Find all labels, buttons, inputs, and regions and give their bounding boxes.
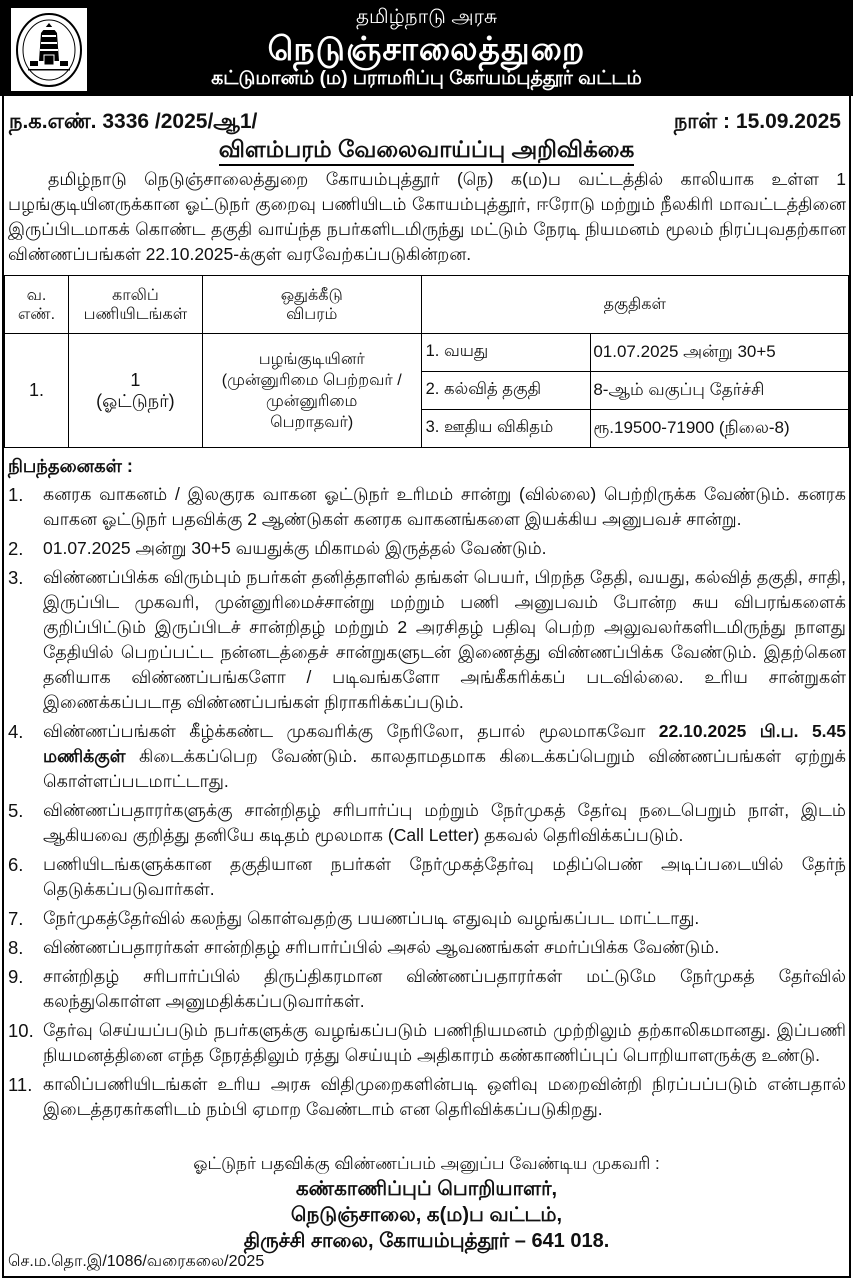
deadline-bold: 22.10.2025 பி.ப. 5.45 மணிக்குள் <box>43 721 847 766</box>
address-label: ஓட்டுநர் பதவிக்கு விண்ணப்பம் அனுப்ப வேண்டிய முகவரி : <box>193 1154 660 1173</box>
list-item: 4. விண்ணப்பங்கள் கீழ்க்கண்ட முகவரிக்கு நேரிலோ, தபால் மூலமாகவோ 22.10.2025 பி.ப. 5.45 மணிக்குள் கிடைக்கப்பெற வேண்டும். காலதாமதமாக கிடைக்கப்பெறும் விண்ணப்பங்கள் ஏற்றுக் கொள்ளப்படமாட்டாது. <box>8 721 847 791</box>
list-item: 5. விண்ணப்பதாரர்களுக்கு சான்றிதழ் சரிபார்ப்பு மற்றும் நேர்முகத் தேர்வு நடைபெறும் நாள், இடம் ஆகியவை குறித்து தனியே கடிதம் மூலமாக (Call Letter) தகவல் தெரிவிக்கப்படும். <box>8 800 846 845</box>
letterhead <box>0 0 853 96</box>
list-item: 6. பணியிடங்களுக்கான தகுதியான நபர்கள் நேர்முகத்தேர்வு மதிப்பெண் அடிப்படையில் தேர்ந் தெடுக்கப்படுவார்கள். <box>8 854 846 899</box>
list-item: 1. கனரக வாகனம் / இலகுரக வாகன ஓட்டுநர் உரிமம் சான்று (வில்லை) பெற்றிருக்க வேண்டும். கனரக வாகன ஓட்டுநர் பதவிக்கு 2 ஆண்டுகள் கனரக வாகனங்களை இயக்கிய அனுபவச் சான்று. <box>8 484 846 529</box>
cell-vacancy: 1 (ஓட்டுநர்) <box>68 334 202 448</box>
notice-title: விளம்பரம் வேலைவாய்ப்பு அறிவிக்கை <box>0 136 853 166</box>
header-qualifications: தகுதிகள் <box>421 276 848 334</box>
table-header-row <box>5 276 849 334</box>
list-item: 2. 01.07.2025 அன்று 30+5 வயதுக்கு மிகாமல் இருத்தல் வேண்டும். <box>8 538 547 559</box>
qualification-value: 01.07.2025 அன்று 30+5 <box>591 334 849 372</box>
cell-sno: 1. <box>5 334 69 448</box>
conditions-list <box>8 482 846 1126</box>
qualification-value: 8-ஆம் வகுப்பு தேர்ச்சி <box>591 372 849 410</box>
qualification-label: 3. ஊதிய விகிதம் <box>421 410 591 448</box>
header-vacancies: காலிப் பணியிடங்கள் <box>68 276 202 334</box>
header-sno: வ. எண். <box>5 276 69 334</box>
address-line-1: கண்காணிப்புப் பொறியாளர், <box>295 1178 558 1200</box>
reference-number: ந.க.எண். 3336 /2025/ஆ1/ <box>9 110 258 133</box>
list-item: 3. விண்ணப்பிக்க விரும்பும் நபர்கள் தனித்தாளில் தங்கள் பெயர், பிறந்த தேதி, வயது, கல்வித் தகுதி, சாதி, இருப்பிட முகவரி, முன்னுரிமைச்சான்று மற்றும் பணி அனுபவம் போன்ற சுய விபரங்களைக் குறிப்பிட்டும் இருப்பிடச் சான்றிதழ் மற்றும் 2 அரசிதழ் பதிவு பெற்ற அலுவலர்களிடமிருந்து நாளது தேதியில் பெறப்பட்ட நன்னடத்தைச் சான்றுகளுடன் இணைத்து விண்ணப்பிக்க வேண்டும். இதற்கென தனியாக விண்ணப்பங்களோ / படிவங்களோ அங்கீகரிக்கப் படவில்லை. உரிய சான்றுகள் இணைக்கப்படாத விண்ணப்பங்கள் நிராகரிக்கப்படும். <box>8 567 846 712</box>
list-item: 10. தேர்வு செய்யப்படும் நபர்களுக்கு வழங்கப்படும் பணிநியமனம் முற்றிலும் தற்காலிகமானது. இப்பணி நியமனத்தினை எந்த நேரத்திலும் ரத்து செய்யும் அதிகாரம் கண்காணிப்புப் பொறியாளருக்கு உண்டு. <box>8 1020 846 1065</box>
address-line-2: நெடுஞ்சாலை, க(ம)ப வட்டம், <box>290 1204 563 1226</box>
application-address <box>0 1152 853 1254</box>
list-item: 8. விண்ணப்பதாரர்கள் சான்றிதழ் சரிபார்ப்பில் அசல் ஆவணங்கள் சமர்ப்பிக்க வேண்டும். <box>8 937 720 958</box>
cell-reservation: பழங்குடியினர் (முன்னுரிமை பெற்றவர் / முன்னுரிமை பெறாதவர்) <box>202 334 421 448</box>
list-item: 7. நேர்முகத்தேர்வில் கலந்து கொள்வதற்கு பயணப்படி எதுவும் வழங்கப்பட மாட்டாது. <box>8 908 700 929</box>
qualification-label: 1. வயது <box>421 334 591 372</box>
department-name: நெடுஞ்சாலைத்துறை <box>267 30 586 67</box>
address-line-3: திருச்சி சாலை, கோயம்புத்தூர் – 641 018. <box>243 1230 610 1252</box>
header-reservation: ஒதுக்கீடு விபரம் <box>202 276 421 334</box>
vacancy-table <box>4 275 849 448</box>
table-row <box>5 334 849 372</box>
government-name: தமிழ்நாடு அரசு <box>355 6 498 28</box>
qualification-label: 2. கல்வித் தகுதி <box>421 372 591 410</box>
qualification-value: ரூ.19500-71900 (நிலை-8) <box>591 410 849 448</box>
intro-paragraph: தமிழ்நாடு நெடுஞ்சாலைத்துறை கோயம்புத்தூர் (நெ) க(ம)ப வட்டத்தில் காலியாக உள்ள 1 பழங்குடியினருக்கான ஓட்டுநர் குறைவு பணியிடம் கோயம்புத்தூர், ஈரோடு மற்றும் நீலகிரி மாவட்டத்தினை இருப்பிடமாகக் கொண்ட தகுதி வாய்ந்த நபர்களிடமிருந்து மட்டும் நேரடி நியமனம் மூலம் நிரப்புவதற்கான விண்ணப்பங்கள் 22.10.2025-க்குள் வரவேற்கப்படுகின்றன. <box>8 169 846 264</box>
circle-name: கட்டுமானம் (ம) பராமரிப்பு கோயம்புத்தூர் வட்டம் <box>211 68 642 89</box>
footer-reference: செ.ம.தொ.இ/1086/வரைகலை/2025 <box>8 1253 265 1270</box>
list-item: 9. சான்றிதழ் சரிபார்ப்பில் திருப்திகரமான விண்ணப்பதாரர்கள் மட்டுமே நேர்முகத் தேர்வில் கலந்துகொள்ள அனுமதிக்கப்படுவார்கள். <box>8 966 846 1011</box>
list-item: 11. காலிப்பணியிடங்கள் உரிய அரசு விதிமுறைகளின்படி ஒளிவு மறைவின்றி நிரப்பப்படும் என்பதால் இடைத்தரகர்களிடம் நம்பி ஏமாற வேண்டாம் என தெரிவிக்கப்படுகிறது. <box>8 1074 846 1119</box>
conditions-heading: நிபந்தனைகள் : <box>8 456 133 476</box>
notice-date: நாள் : 15.09.2025 <box>673 110 841 133</box>
